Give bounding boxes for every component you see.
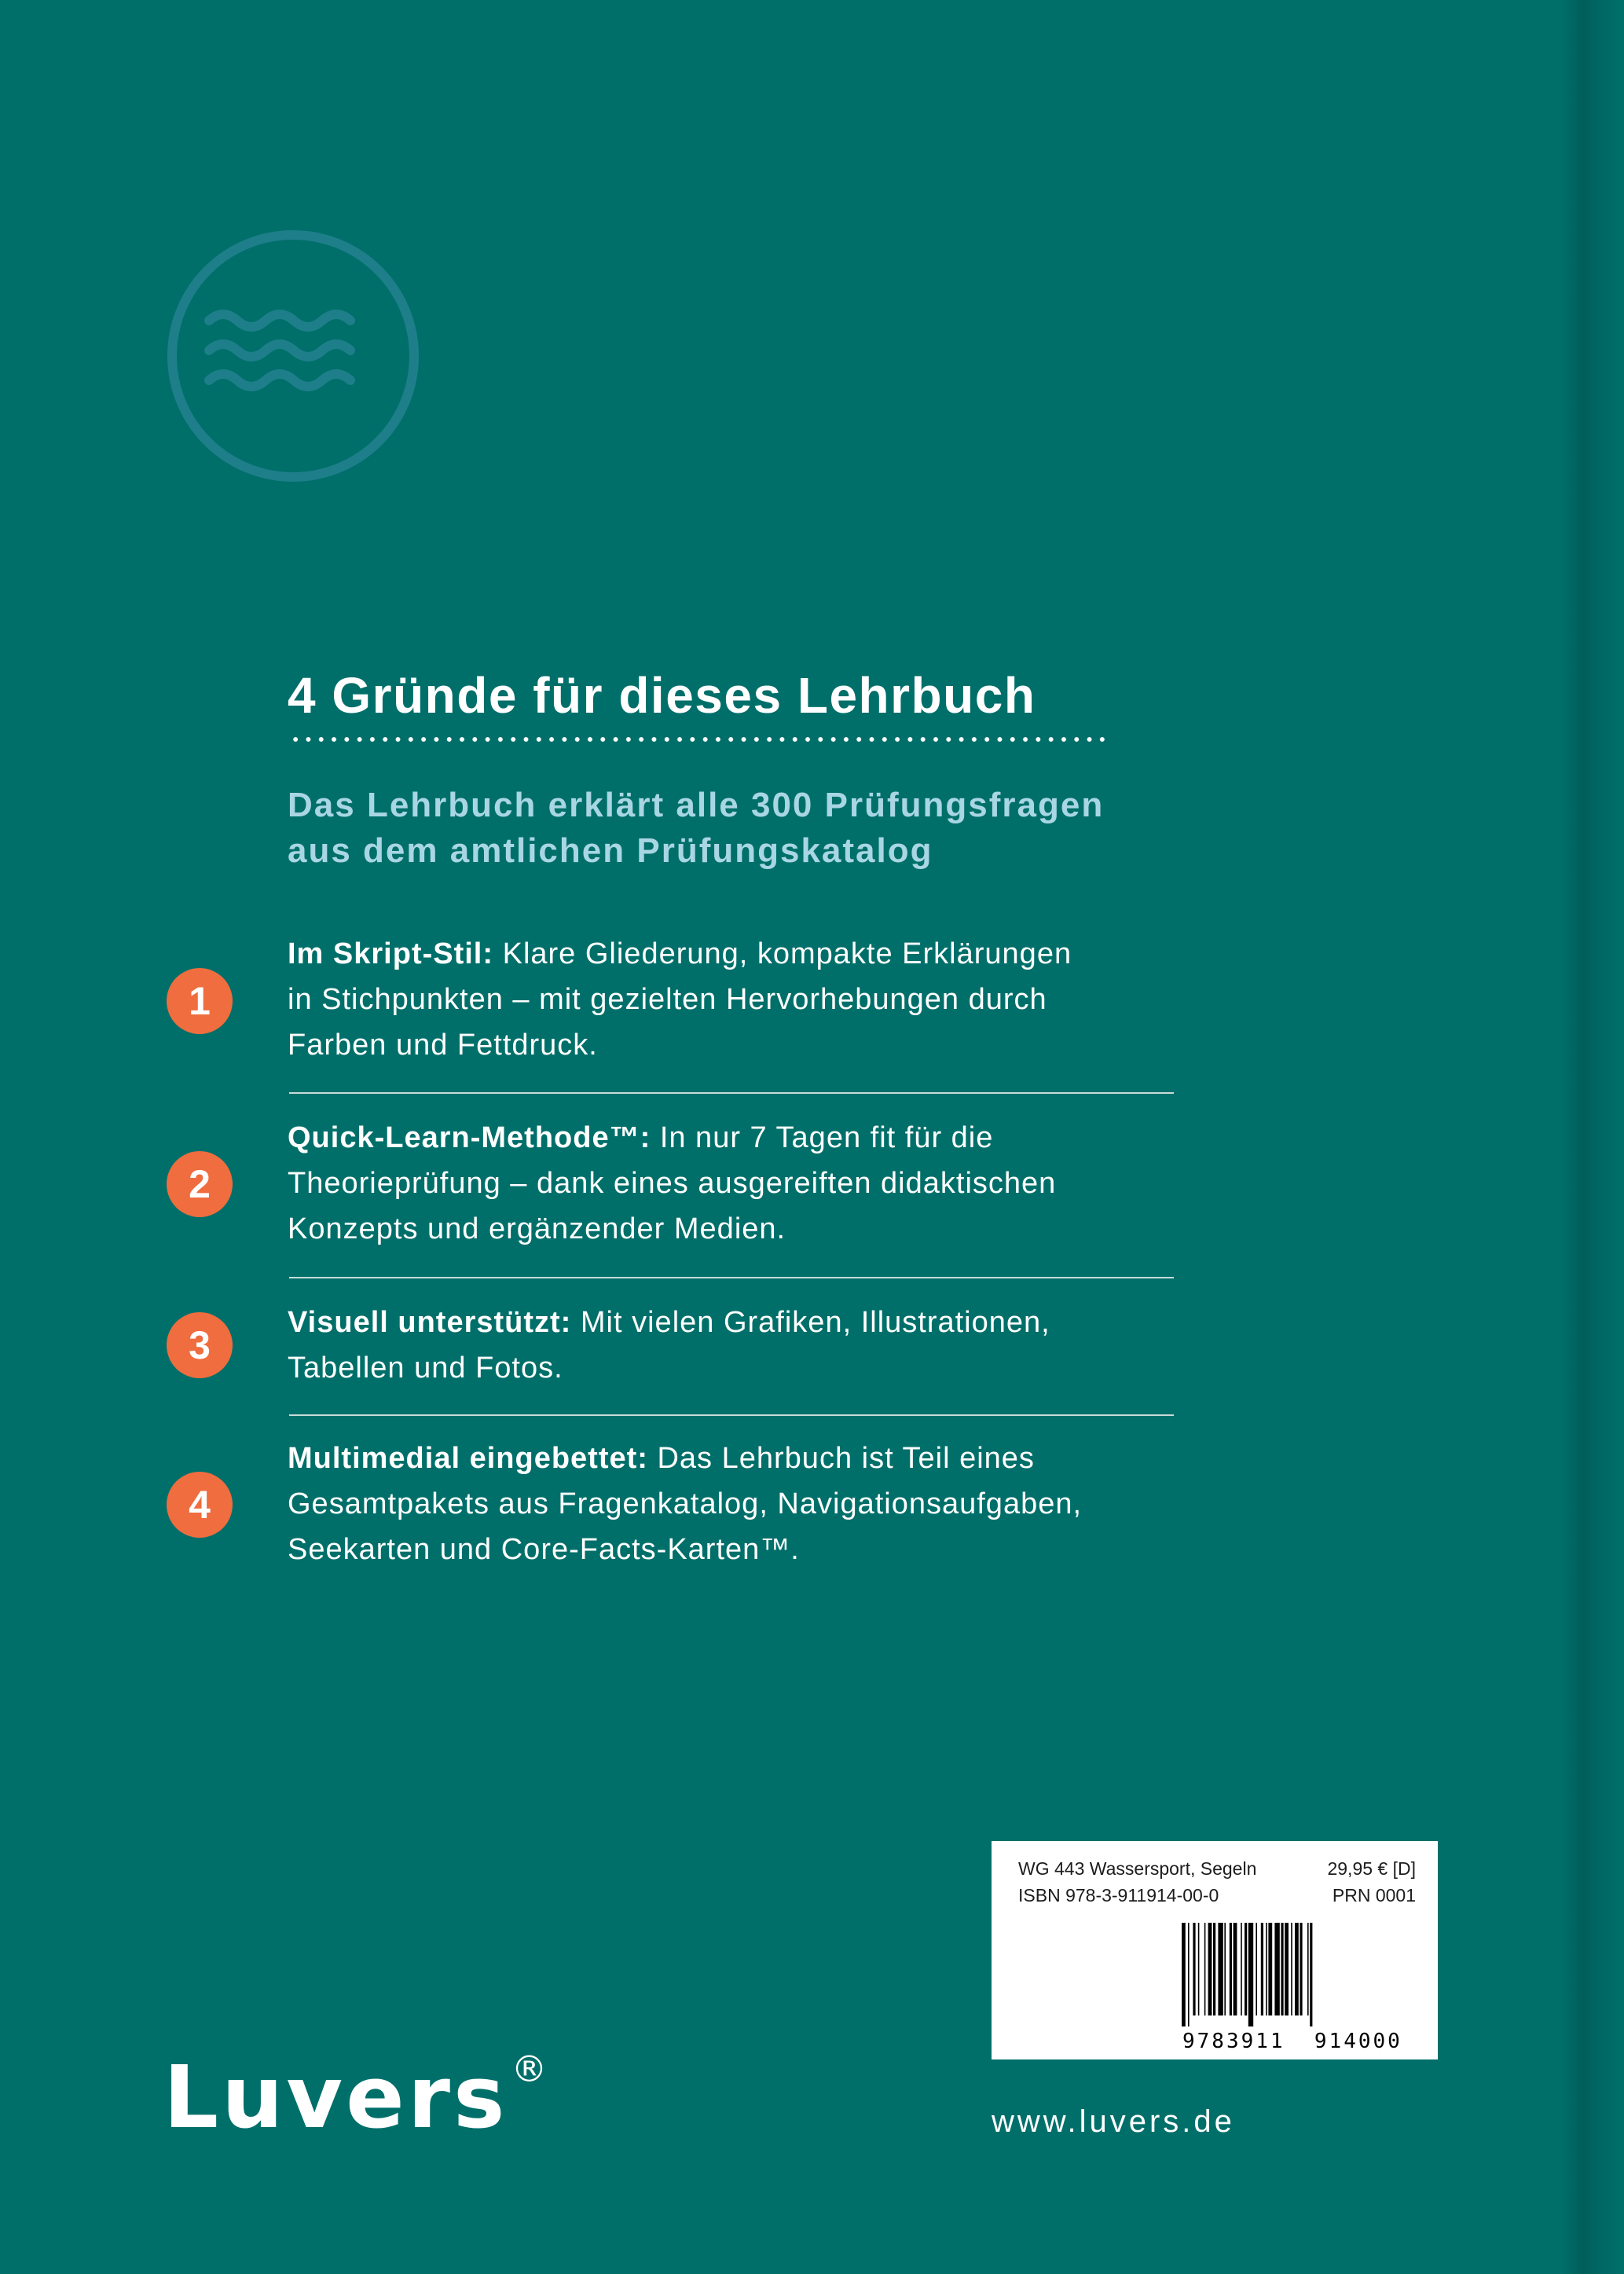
barcode-digits: [1182, 2030, 1402, 2053]
reason-text: Theorieprüfung – dank eines ausgereiften didaktischen: [288, 1167, 1057, 1200]
waves-circle-icon: [165, 228, 421, 484]
registered-mark: ®: [511, 2048, 551, 2090]
barcode-digits-left: 9783911: [1182, 2030, 1285, 2053]
reason-title: Quick-Learn-Methode™:: [288, 1121, 651, 1154]
brand-logo: [163, 2047, 551, 2147]
reason-text: Das Lehrbuch ist Teil eines: [657, 1442, 1035, 1475]
reason-text: Seekarten und Core-Facts-Karten™.: [288, 1533, 800, 1566]
reason-text: In nur 7 Tagen fit für die: [659, 1121, 994, 1154]
barcode-info-row: [1018, 1858, 1416, 1880]
reason-title: Multimedial eingebettet:: [288, 1442, 648, 1475]
reason-text: Klare Gliederung, kompakte Erklärungen: [502, 937, 1072, 970]
prn: PRN 0001: [1332, 1885, 1416, 1905]
price: 29,95 € [D]: [1327, 1858, 1416, 1879]
isbn: ISBN 978-3-911914-00-0: [1018, 1885, 1219, 1905]
reason-text: Farben und Fettdruck.: [288, 1029, 598, 1062]
reason-title: Im Skript-Stil:: [288, 937, 494, 970]
barcode-digits-right: 914000: [1314, 2030, 1402, 2053]
subheadline-line-2: aus dem amtlichen Prüfungskatalog: [288, 831, 933, 870]
reason-number-badge: 3: [167, 1312, 233, 1378]
reason-item: [288, 1436, 1183, 1572]
website-link[interactable]: www.luvers.de: [992, 2104, 1235, 2139]
reason-item: [288, 1115, 1183, 1252]
subheadline-line-1: Das Lehrbuch erklärt alle 300 Prüfungsfragen: [288, 786, 1105, 824]
divider-line: [289, 1092, 1174, 1094]
product-category: WG 443 Wassersport, Segeln: [1018, 1858, 1257, 1879]
reason-text: in Stichpunkten – mit gezielten Hervorhebungen durch: [288, 983, 1047, 1016]
dotted-divider: [289, 736, 1106, 743]
reason-text: Gesamtpakets aus Fragenkatalog, Navigationsaufgaben,: [288, 1487, 1083, 1520]
reason-text: Mit vielen Grafiken, Illustrationen,: [580, 1306, 1050, 1339]
divider-line: [289, 1414, 1174, 1416]
barcode-box: [992, 1841, 1438, 2059]
reason-number-badge: 4: [167, 1472, 233, 1538]
headline: 4 Gründe für dieses Lehrbuch: [288, 667, 1036, 724]
spine-shade: [1561, 0, 1624, 2274]
brand-name: Luvers: [163, 2047, 508, 2147]
reason-number-badge: 2: [167, 1151, 233, 1217]
reason-number-badge: 1: [167, 968, 233, 1034]
divider-line: [289, 1277, 1174, 1278]
barcode-info-row: [1018, 1885, 1416, 1906]
reason-title: Visuell unterstützt:: [288, 1306, 572, 1339]
reason-item: [288, 1300, 1183, 1391]
barcode-icon: [1180, 1923, 1410, 2026]
reason-item: [288, 931, 1183, 1068]
reason-text: Tabellen und Fotos.: [288, 1352, 563, 1385]
reason-text: Konzepts und ergänzender Medien.: [288, 1212, 786, 1245]
subheadline: [288, 783, 1309, 874]
